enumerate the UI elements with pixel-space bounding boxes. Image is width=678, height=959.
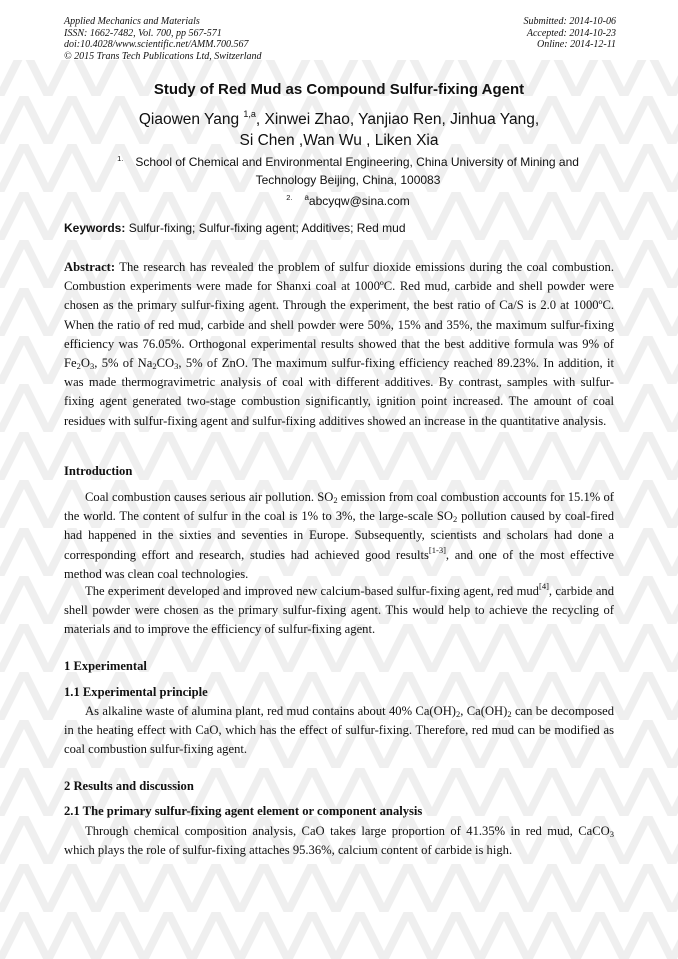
author-first: Qiaowen Yang (138, 111, 244, 128)
citation-ref: [1-3] (428, 544, 446, 555)
submitted-date: Submitted: 2014-10-06 (523, 16, 616, 27)
accepted-date: Accepted: 2014-10-23 (526, 27, 616, 39)
results-paragraph: Through chemical composition analysis, CaO takes large proportion of 41.35% in red mud, CaCO$_3$ which plays the role of sulfur-fixing attaches 95.36%, calcium content of carbide is high. (64, 824, 614, 858)
author-email: abcyqw@sina.com (308, 194, 410, 208)
author-line-2: Si Chen ,Wan Wu , Liken Xia (239, 132, 439, 149)
journal-name: Applied Mechanics and Materials (64, 16, 200, 27)
affiliation-line-1: $^{1.}$ School of Chemical and Environmental Engineering, China University of Mining and (117, 154, 579, 169)
affiliation (92, 150, 604, 210)
copyright-line: © 2015 Trans Tech Publications Ltd, Switzerland (64, 50, 262, 62)
citation-ref: [4] (538, 581, 549, 591)
affiliation-line-2: Technology Beijing, China, 100083 (255, 173, 441, 187)
issn-line: ISSN: 1662-7482, Vol. 700, pp 567-571 (64, 27, 222, 39)
affiliation-mark-2: 2. (286, 193, 293, 202)
experimental-heading: 1 Experimental (64, 659, 147, 673)
keywords-text: Sulfur-fixing; Sulfur-fixing agent; Additives; Red mud (125, 221, 406, 235)
affiliation-mark-1: 1. (117, 154, 124, 163)
journal-header (64, 16, 616, 62)
experimental-principle-heading: 1.1 Experimental principle (64, 685, 208, 699)
introduction-heading: Introduction (64, 464, 133, 478)
journal-info (64, 16, 262, 62)
results-heading: 2 Results and discussion (64, 779, 194, 793)
submission-dates (524, 16, 617, 62)
abstract-label: Abstract: (64, 260, 116, 274)
author-line-1 (0, 104, 678, 130)
email-line: $^{2.}$ $^a$abcyqw@sina.com (286, 193, 410, 208)
keywords (64, 221, 616, 235)
introduction-paragraph-1: Coal combustion causes serious air pollution. $SO_2$ emission from coal combustion accounts for 15.1% of the world. The content of sulfur in the coal is 1% to 3%, the large-scale $SO_2$ pollution caused by coal-fired had happened in the sixties and seventies in Europe. Subsequently, scientists and scholars had done a corresponding effort and research, studies had achieved good results[1-3], and one of the most effective method was clean coal technologies. (64, 490, 614, 581)
author-first-affil-mark: 1,a (243, 109, 256, 119)
paper-title: Study of Red Mud as Compound Sulfur-fixing Agent (153, 81, 525, 98)
author-line-1-rest: , Xinwei Zhao, Yanjiao Ren, Jinhua Yang, (255, 111, 540, 128)
introduction-paragraph-2: The experiment developed and improved new calcium-based sulfur-fixing agent, red mud[4], carbide and shell powder were chosen as the primary sulfur-fixing agent. This would help to achieve the recycling of materials and to improve the efficiency of sulfur-fixing agent. (64, 581, 615, 637)
online-date: Online: 2014-12-11 (537, 39, 616, 50)
experimental-paragraph: As alkaline waste of alumina plant, red mud contains about 40% $Ca(OH)_2$, $Ca(OH)_2$ can be decomposed in the heating effect with CaO, which has the effect of sulfur-fixing. Therefore, red mud can be modified as coal combustion sulfur-fixing agent. (64, 704, 614, 757)
author-list (0, 104, 678, 151)
component-analysis-heading: 2.1 The primary sulfur-fixing agent element or component analysis (64, 804, 423, 818)
abstract: Abstract: The research has revealed the problem of sulfur dioxide emissions during the coal combustion. Combustion experiments were made for Shanxi coal at 1000ºC. Red mud, carbide and shell powder were chosen as the primary sulfur-fixing agent. Through the experiment, the best ratio of Ca/S is 2.0 at 1000ºC. When the ratio of red mud, carbide and shell powder were 50%, 15% and 35%, the maximum sulfur-fixing efficiency was 76.05%. Orthogonal experimental results showed that the best additive formula was 9% of $Fe_2O_3$, 5% of $Na_2CO_3$, 5% of ZnO. The maximum sulfur-fixing efficiency reached 89.23%. In addition, it was made thermogravimetric analysis of coal with different additives. By contrast, samples with sulfur-fixing agent generated two-stage combustion significantly, ignition point increased. The amount of coal residues with sulfur-fixing agent and sulfur-fixing additives showed an increase in the quantitative analysis. (64, 260, 614, 428)
doi-line: doi:10.4028/www.scientific.net/AMM.700.567 (64, 39, 249, 50)
keywords-label: Keywords: (64, 221, 126, 235)
